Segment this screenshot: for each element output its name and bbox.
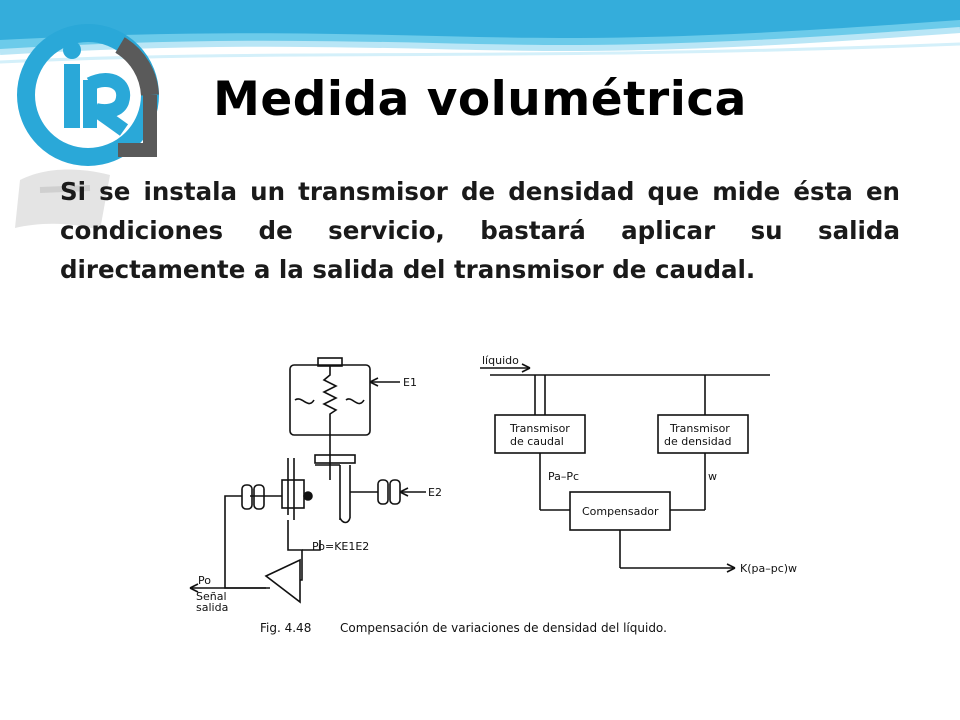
label-tx-densidad-2: de densidad bbox=[664, 435, 732, 448]
label-e2: E2 bbox=[428, 486, 442, 499]
label-output: K(pa–pc)w bbox=[740, 562, 798, 575]
figure-caption-text: Compensación de variaciones de densidad del líquido. bbox=[340, 621, 667, 635]
label-compensador: Compensador bbox=[582, 505, 659, 518]
figure-caption-number: Fig. 4.48 bbox=[260, 621, 312, 635]
label-liquido: líquido bbox=[482, 354, 519, 367]
slide-body-text: Si se instala un transmisor de densidad que mide ésta en condiciones de servicio, bastará aplicar su salida directamente a la salida del transmisor de caudal. bbox=[60, 177, 900, 284]
label-tx-caudal-1: Transmisor bbox=[510, 422, 570, 435]
label-w: w bbox=[708, 470, 717, 483]
label-po-formula: Po=KE1E2 bbox=[312, 540, 370, 553]
slide-title: Medida volumétrica bbox=[213, 72, 747, 127]
label-pa-pc: Pa–Pc bbox=[548, 470, 580, 483]
label-tx-densidad-1: Transmisor bbox=[670, 422, 730, 435]
label-e1: E1 bbox=[403, 376, 417, 389]
label-po: Po bbox=[198, 574, 211, 587]
label-salida: salida bbox=[196, 601, 229, 614]
label-senal: Señal bbox=[196, 590, 227, 603]
density-compensation-diagram bbox=[190, 340, 798, 650]
label-tx-caudal-2: de caudal bbox=[510, 435, 564, 448]
